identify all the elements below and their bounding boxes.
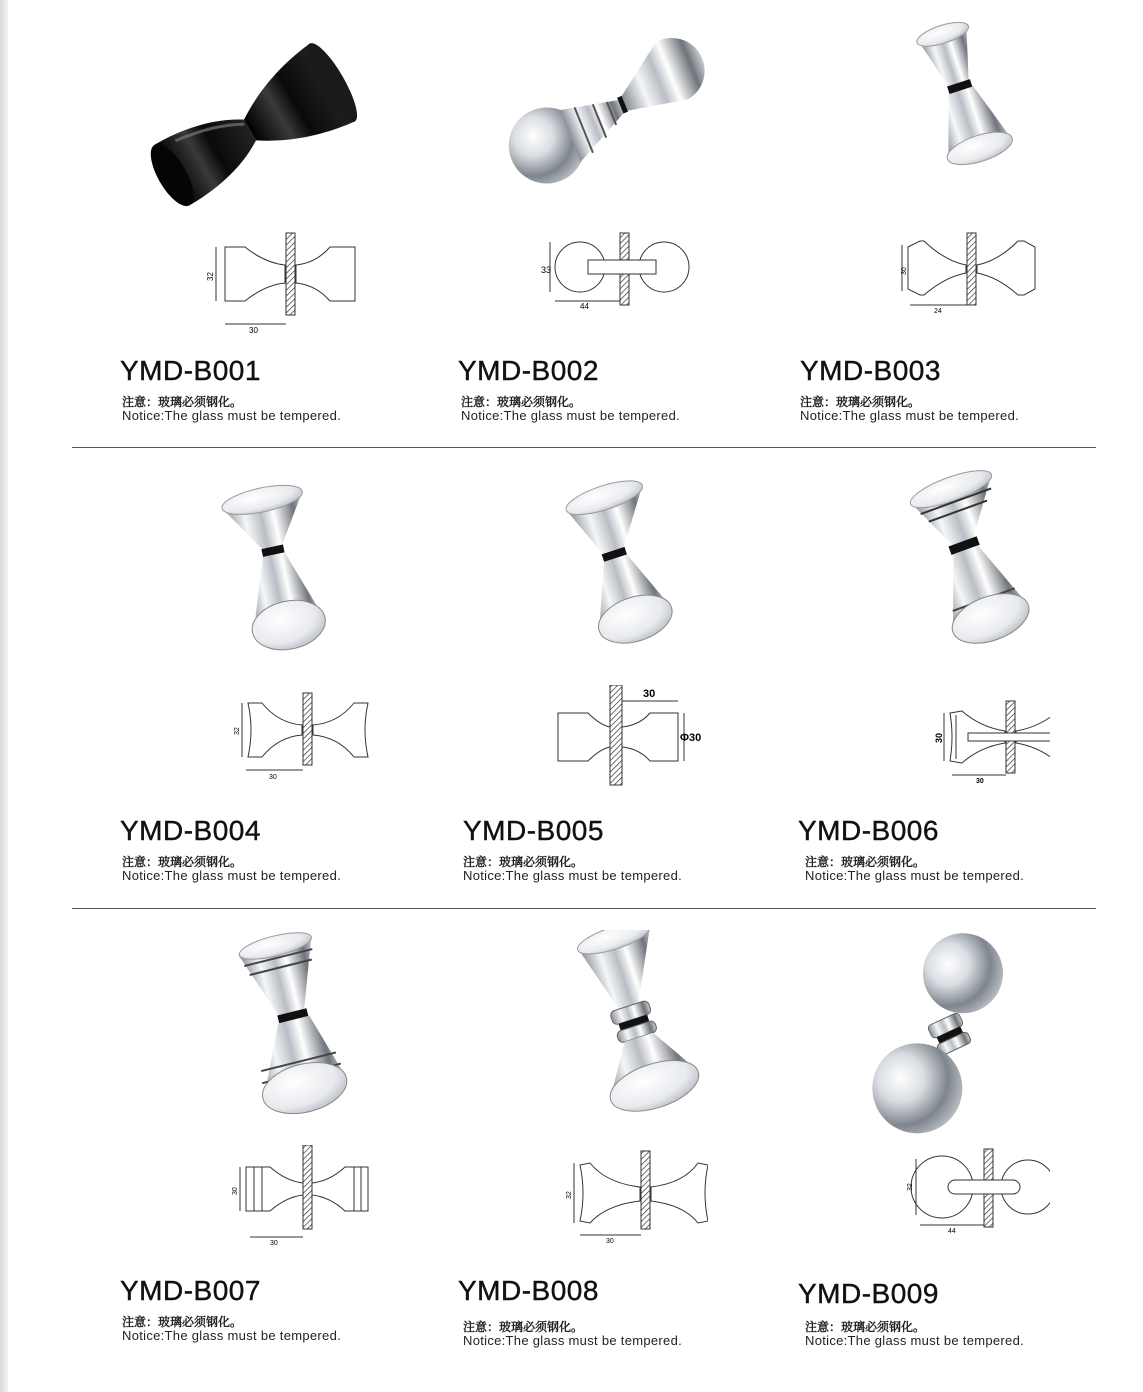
notice-cn: 注意：玻璃必须钢化。 xyxy=(463,1320,584,1334)
b004-product-photo xyxy=(120,470,420,690)
dim-width: 44 xyxy=(948,1228,956,1235)
dim-height: 32 xyxy=(566,1191,573,1199)
dim-height: 30 xyxy=(901,267,908,275)
notice-cn: 注意：玻璃必须钢化。 xyxy=(463,855,584,869)
product-code: YMD-B006 xyxy=(798,815,939,846)
b003-dimension-drawing xyxy=(850,225,1050,335)
notice-cn: 注意：玻璃必须钢化。 xyxy=(805,855,926,869)
notice-en: Notice:The glass must be tempered. xyxy=(463,1333,683,1348)
b003-product-photo xyxy=(800,10,1100,230)
notice-en: Notice:The glass must be tempered. xyxy=(463,868,683,883)
product-code: YMD-B005 xyxy=(463,815,604,846)
b008-product-photo xyxy=(458,930,758,1150)
product-card-b006[interactable] xyxy=(790,470,1120,930)
page-edge-shadow xyxy=(0,0,8,1392)
b001-product-photo xyxy=(120,10,420,230)
product-code: YMD-B002 xyxy=(458,355,599,386)
b005-dimension-drawing xyxy=(510,685,710,795)
b004-dimension-drawing xyxy=(170,685,370,795)
b001-dimension-drawing xyxy=(170,225,370,335)
dim-width: 44 xyxy=(580,302,589,311)
product-code: YMD-B001 xyxy=(120,355,261,386)
dim-height: 32 xyxy=(206,272,215,281)
b002-dimension-drawing xyxy=(508,225,708,335)
notice-cn: 注意：玻璃必须钢化。 xyxy=(461,395,582,409)
dim-width: 30 xyxy=(269,774,277,781)
b009-product-photo xyxy=(800,930,1100,1150)
notice-en: Notice:The glass must be tempered. xyxy=(122,868,342,883)
product-code: YMD-B007 xyxy=(120,1275,261,1306)
product-card-b004[interactable] xyxy=(110,470,440,930)
product-card-b008[interactable] xyxy=(448,930,778,1390)
dim-diameter: Φ30 xyxy=(680,732,702,744)
notice-en: Notice:The glass must be tempered. xyxy=(805,1333,1025,1348)
dim-width: 30 xyxy=(606,1238,614,1245)
b007-product-photo xyxy=(120,930,420,1150)
product-card-b001[interactable] xyxy=(110,10,440,470)
b009-dimension-drawing xyxy=(850,1145,1050,1255)
dim-height: 30 xyxy=(934,732,944,743)
dim-width: 30 xyxy=(270,1240,278,1247)
product-card-b003[interactable] xyxy=(790,10,1120,470)
notice-en: Notice:The glass must be tempered. xyxy=(461,408,681,423)
product-code: YMD-B004 xyxy=(120,815,261,846)
b002-product-photo xyxy=(458,10,758,230)
b006-dimension-drawing xyxy=(850,685,1050,795)
dim-height: 30 xyxy=(232,1187,239,1195)
product-card-b002[interactable] xyxy=(448,10,778,470)
notice-cn: 注意：玻璃必须钢化。 xyxy=(800,395,921,409)
dim-height: 32 xyxy=(907,1183,914,1191)
notice-cn: 注意：玻璃必须钢化。 xyxy=(122,395,243,409)
notice-en: Notice:The glass must be tempered. xyxy=(800,408,1020,423)
dim-height: 32 xyxy=(234,727,241,735)
dim-width: 30 xyxy=(976,778,984,785)
b005-product-photo xyxy=(460,470,760,690)
notice-en: Notice:The glass must be tempered. xyxy=(805,868,1025,883)
dim-width: 30 xyxy=(249,326,258,335)
product-card-b007[interactable] xyxy=(110,930,440,1390)
product-code: YMD-B009 xyxy=(798,1278,939,1309)
notice-cn: 注意：玻璃必须钢化。 xyxy=(805,1320,926,1334)
dim-width: 24 xyxy=(934,308,942,315)
product-code: YMD-B003 xyxy=(800,355,941,386)
dim-width: 30 xyxy=(643,688,656,700)
notice-en: Notice:The glass must be tempered. xyxy=(122,408,342,423)
notice-cn: 注意：玻璃必须钢化。 xyxy=(122,855,243,869)
b006-product-photo xyxy=(800,470,1100,690)
product-card-b009[interactable] xyxy=(790,930,1120,1390)
b008-dimension-drawing xyxy=(508,1145,708,1255)
product-card-b005[interactable] xyxy=(450,470,780,930)
dim-height: 33 xyxy=(541,265,552,275)
b007-dimension-drawing xyxy=(170,1145,370,1255)
notice-cn: 注意：玻璃必须钢化。 xyxy=(122,1315,243,1329)
notice-en: Notice:The glass must be tempered. xyxy=(122,1328,342,1343)
product-code: YMD-B008 xyxy=(458,1275,599,1306)
